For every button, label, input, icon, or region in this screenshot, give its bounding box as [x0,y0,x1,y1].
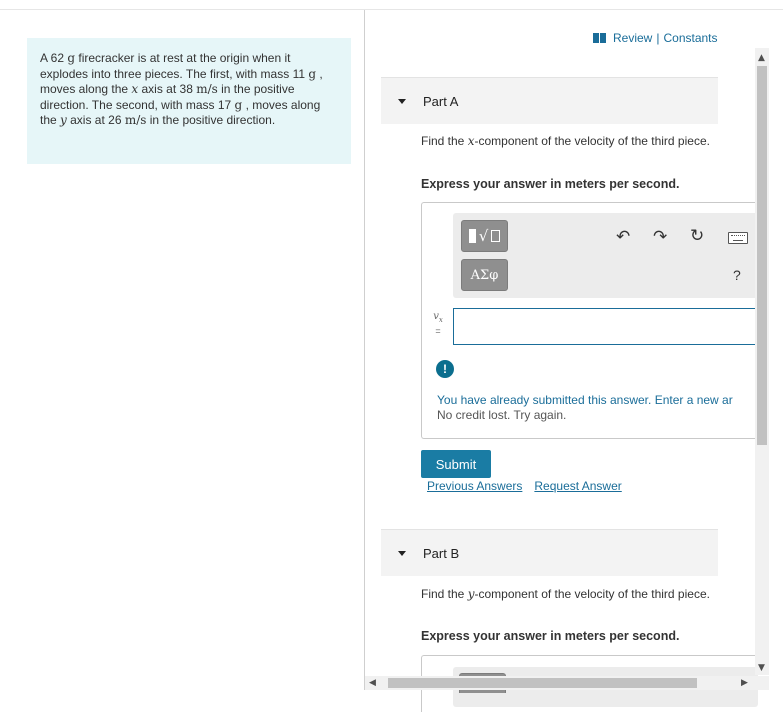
feedback-message [437,393,763,423]
answer-links [427,479,622,493]
question-text: -component of the velocity of the third piece. [474,134,710,148]
problem-statement [27,38,351,164]
request-answer-link[interactable]: Request Answer [534,479,622,493]
reset-icon[interactable]: ↻ [690,226,705,246]
part-b-title: Part B [423,545,460,561]
constants-link[interactable]: Constants [663,31,718,45]
redo-icon[interactable]: ↷ [653,227,668,247]
math-var-y: y [467,587,475,601]
scroll-right-arrow-icon[interactable]: ▶ [741,678,748,688]
caret-down-icon[interactable] [398,551,406,556]
help-button[interactable]: ? [733,267,741,283]
submit-button[interactable]: Submit [421,450,491,478]
previous-answers-link[interactable]: Previous Answers [427,479,523,493]
unit-speed: m/s [196,82,218,96]
scroll-up-arrow-icon[interactable]: ▲ [758,53,765,63]
keyboard-icon[interactable] [728,232,748,244]
part-a-header[interactable] [381,77,718,124]
problem-text: in the positive direction. The second, with mass 17 [40,82,295,112]
question-text: Find the [421,134,468,148]
part-b-instruction: Express your answer in meters per second. [421,629,680,643]
problem-text: in the positive direction. [146,113,276,127]
var-subscript: x [438,315,443,324]
var-v: v [433,311,439,322]
template-button[interactable] [461,220,508,252]
problem-text: axis at 26 [66,113,125,127]
unit-speed: m/s [124,113,147,127]
top-divider [0,9,783,10]
scroll-down-arrow-icon[interactable]: ▼ [758,663,765,673]
header-links [593,31,718,45]
math-var-x: x [131,82,139,96]
answer-input[interactable] [453,308,763,345]
part-b-question [421,587,721,602]
unit-gram: g [308,66,317,81]
review-link[interactable]: Review [613,31,653,45]
scroll-left-arrow-icon[interactable]: ◀ [369,678,376,688]
problem-text: , moves along the [40,97,321,127]
feedback-line2: No credit lost. Try again. [437,408,567,422]
horizontal-scroll-thumb[interactable] [388,678,697,688]
horizontal-scrollbar-end [734,676,769,690]
part-a-question [421,134,721,149]
math-var-y: y [60,113,67,127]
alert-icon: ! [436,360,454,378]
problem-text: firecracker is at rest at the origin when it explodes into three pieces. The first, with mass 11 [40,51,309,81]
part-a-instruction: Express your answer in meters per second. [421,177,680,191]
problem-text: axis at 38 [138,82,197,96]
caret-down-icon[interactable] [398,99,406,104]
unit-gram: g [67,51,76,65]
greek-label: ΑΣφ [470,267,499,283]
problem-text: , moves along the [40,66,323,96]
math-var-x: x [467,134,475,148]
question-text: Find the [421,587,468,601]
variable-label [430,311,446,337]
unit-gram: g [234,97,243,112]
problem-text: A 62 [40,51,68,65]
undo-icon[interactable]: ↶ [616,227,631,247]
greek-symbols-button[interactable] [461,259,508,291]
book-icon [593,33,606,43]
header-separator: | [656,31,660,45]
question-text: -component of the velocity of the third piece. [474,587,710,601]
part-b-header[interactable] [381,529,718,576]
template-icon: √ [469,229,501,244]
vertical-scroll-thumb[interactable] [757,66,767,445]
column-divider [364,10,365,690]
feedback-line1: You have already submitted this answer. Enter a new ar [437,393,733,407]
equals-sign: = [435,325,441,336]
part-a-title: Part A [423,93,459,109]
